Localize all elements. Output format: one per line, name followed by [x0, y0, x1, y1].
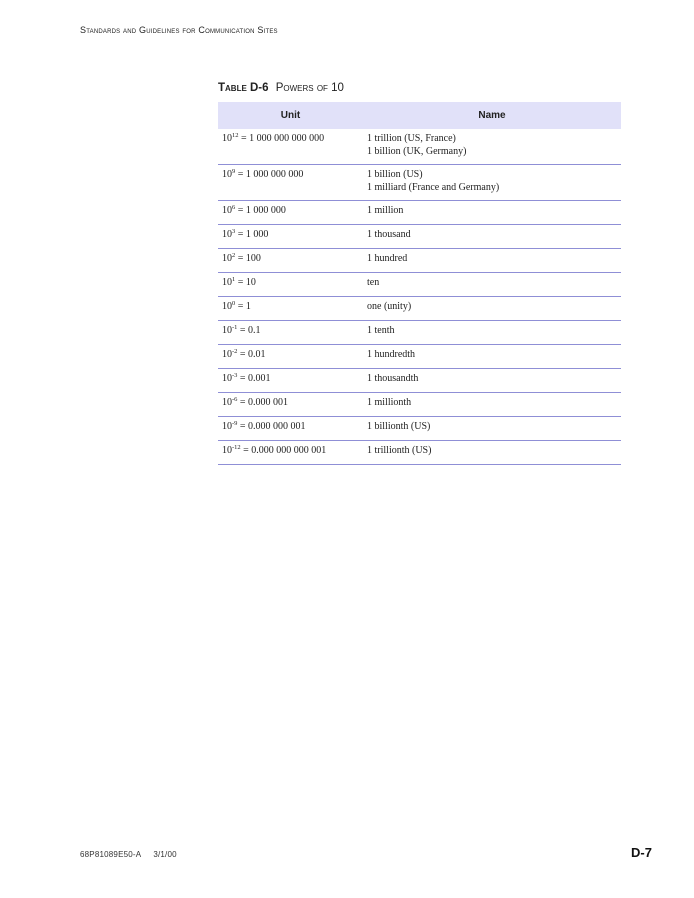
unit-cell: [218, 369, 363, 393]
unit-value: = 1 000 000 000: [235, 169, 304, 180]
name-cell: [363, 369, 621, 393]
unit-base: 10: [222, 325, 232, 336]
unit-exponent: 1: [232, 276, 236, 283]
unit-value: = 1 000: [235, 229, 269, 240]
table-row: [218, 249, 621, 273]
table-row: [218, 273, 621, 297]
unit-cell: [218, 201, 363, 225]
unit-exponent: 12: [232, 132, 239, 139]
running-header: Standards and Guidelines for Communication Sites: [80, 25, 278, 35]
unit-value: = 0.01: [237, 349, 266, 360]
unit-exponent: -1: [232, 324, 238, 331]
unit-base: 10: [222, 349, 232, 360]
name-cell: [363, 273, 621, 297]
unit-exponent: -3: [232, 372, 238, 379]
name-line: one (unity): [367, 301, 412, 312]
unit-value: = 0.001: [237, 373, 271, 384]
doc-date: 3/1/00: [153, 850, 177, 859]
table-row: [218, 129, 621, 165]
unit-base: 10: [222, 421, 232, 432]
unit-base: 10: [222, 229, 232, 240]
table-row: [218, 201, 621, 225]
name-line: 1 billion (US): [367, 169, 423, 180]
unit-value: = 0.000 000 001: [237, 421, 306, 432]
table-row: [218, 393, 621, 417]
table-body: [218, 129, 621, 465]
unit-base: 10: [222, 169, 232, 180]
unit-exponent: -12: [232, 444, 241, 451]
name-cell: [363, 441, 621, 465]
table-row: [218, 297, 621, 321]
name-line: 1 thousand: [367, 229, 411, 240]
unit-cell: [218, 297, 363, 321]
name-line: 1 million: [367, 205, 404, 216]
unit-value: = 0.1: [237, 325, 261, 336]
unit-cell: [218, 249, 363, 273]
column-header-name: Name: [363, 102, 621, 129]
unit-cell: [218, 345, 363, 369]
name-line: 1 trillionth (US): [367, 445, 432, 456]
table-caption-label: Table D-6: [218, 82, 269, 94]
table-row: [218, 321, 621, 345]
name-cell: [363, 165, 621, 201]
table-header-row: [218, 102, 621, 129]
name-line: 1 billionth (US): [367, 421, 431, 432]
unit-exponent: -9: [232, 420, 238, 427]
name-cell: [363, 393, 621, 417]
table-row: [218, 441, 621, 465]
unit-cell: [218, 273, 363, 297]
name-cell: [363, 345, 621, 369]
name-cell: [363, 417, 621, 441]
unit-exponent: 6: [232, 204, 236, 211]
doc-number: 68P81089E50-A: [80, 850, 141, 859]
unit-base: 10: [222, 205, 232, 216]
unit-cell: [218, 393, 363, 417]
table-caption-title: Powers of 10: [275, 82, 344, 94]
table-caption: [218, 82, 344, 94]
name-line: 1 billion (UK, Germany): [367, 145, 467, 157]
unit-base: 10: [222, 373, 232, 384]
name-cell: [363, 249, 621, 273]
name-line: 1 trillion (US, France): [367, 133, 456, 144]
unit-value: = 100: [235, 253, 261, 264]
unit-base: 10: [222, 397, 232, 408]
unit-exponent: 2: [232, 252, 236, 259]
unit-cell: [218, 129, 363, 165]
name-line: 1 hundredth: [367, 349, 416, 360]
table-row: [218, 417, 621, 441]
footer-doc-info: [80, 850, 177, 859]
column-header-unit: Unit: [218, 102, 363, 129]
unit-base: 10: [222, 133, 232, 144]
name-cell: [363, 201, 621, 225]
name-line: 1 hundred: [367, 253, 408, 264]
powers-of-ten-table: [218, 102, 621, 465]
unit-exponent: 3: [232, 228, 236, 235]
name-line: 1 millionth: [367, 397, 412, 408]
name-line: 1 tenth: [367, 325, 395, 336]
name-line: 1 milliard (France and Germany): [367, 181, 500, 193]
unit-exponent: 9: [232, 168, 236, 175]
unit-cell: [218, 417, 363, 441]
unit-cell: [218, 225, 363, 249]
table-row: [218, 369, 621, 393]
unit-value: = 10: [235, 277, 256, 288]
unit-cell: [218, 165, 363, 201]
unit-base: 10: [222, 253, 232, 264]
name-cell: [363, 321, 621, 345]
unit-value: = 1 000 000: [235, 205, 286, 216]
name-line: ten: [367, 277, 380, 288]
unit-value: = 1 000 000 000 000: [238, 133, 325, 144]
unit-value: = 0.000 000 000 001: [240, 445, 327, 456]
unit-exponent: 0: [232, 300, 236, 307]
page-number: D-7: [631, 845, 652, 860]
table-row: [218, 345, 621, 369]
name-cell: [363, 297, 621, 321]
unit-value: = 0.000 001: [237, 397, 289, 408]
unit-base: 10: [222, 277, 232, 288]
table-row: [218, 165, 621, 201]
unit-exponent: -6: [232, 396, 238, 403]
unit-value: = 1: [235, 301, 251, 312]
unit-cell: [218, 441, 363, 465]
name-cell: [363, 129, 621, 165]
unit-exponent: -2: [232, 348, 238, 355]
unit-base: 10: [222, 301, 232, 312]
name-line: 1 thousandth: [367, 373, 419, 384]
name-cell: [363, 225, 621, 249]
unit-base: 10: [222, 445, 232, 456]
table-row: [218, 225, 621, 249]
unit-cell: [218, 321, 363, 345]
